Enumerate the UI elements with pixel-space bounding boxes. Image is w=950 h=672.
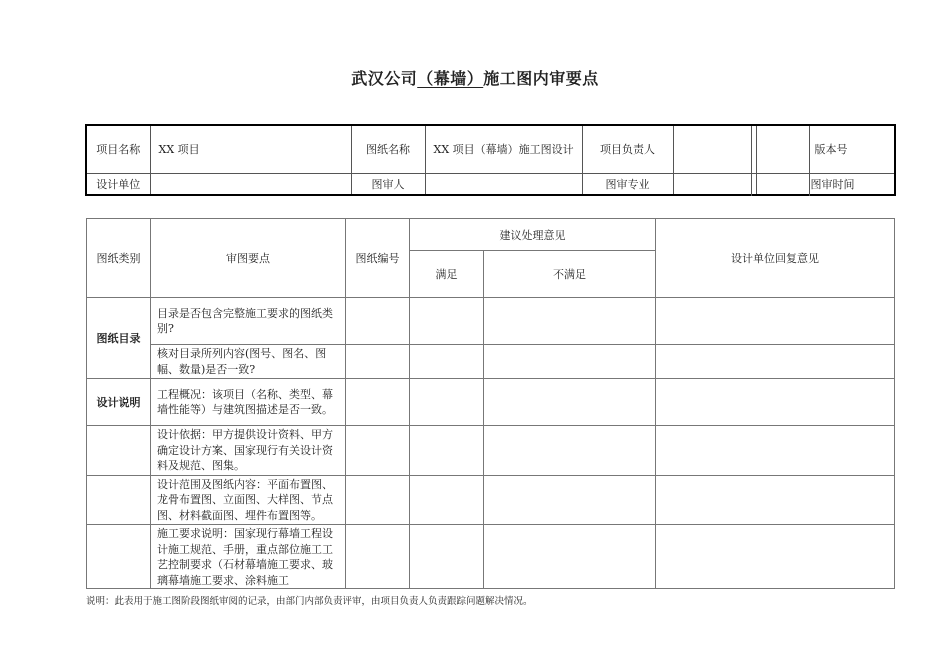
review-point: 目录是否包含完整施工要求的图纸类别? [151,298,346,345]
review-point: 施工要求说明：国家现行幕墙工程设计施工规范、手册，重点部位施工工艺控制要求（石材幕墙施工要求、玻璃幕墙施工要求、涂料施工 [157,527,333,587]
project-lead-field[interactable] [673,125,756,173]
review-major-field[interactable] [673,173,756,195]
review-point: 设计依据：甲方提供设计资料、甲方确定设计方案、国家现行有关设计资料及规范、图集。 [151,426,346,476]
reviewer-field[interactable] [425,173,582,195]
header-unsatisfied: 不满足 [484,251,656,298]
drawing-no-cell[interactable] [346,525,410,589]
drawing-no-cell[interactable] [346,298,410,345]
title-suffix: 施工图内审要点 [483,69,599,88]
title-underlined: （幕墙） [417,69,484,88]
review-major-label: 图审专业 [582,173,673,195]
review-table [86,218,895,589]
satisfied-cell[interactable] [410,475,484,525]
header-satisfied: 满足 [410,251,484,298]
project-name-label: 项目名称 [86,125,150,173]
drawing-no-cell[interactable] [346,475,410,525]
unsatisfied-cell[interactable] [484,379,656,426]
design-unit-label: 设计单位 [86,173,150,195]
unsatisfied-cell[interactable] [484,298,656,345]
reply-cell[interactable] [656,475,895,525]
header-category: 图纸类别 [87,219,151,298]
reply-cell[interactable] [656,298,895,345]
header-drawing-no: 图纸编号 [346,219,410,298]
reply-cell[interactable] [656,345,895,379]
reply-cell[interactable] [656,379,895,426]
header-suggestion: 建议处理意见 [410,219,656,251]
satisfied-cell[interactable] [410,379,484,426]
category-blank [87,426,151,476]
drawing-name-field[interactable]: XX 项目（幕墙）施工图设计 [425,125,582,173]
project-name-field[interactable]: XX 项目 [150,125,351,173]
drawing-no-cell[interactable] [346,379,410,426]
drawing-name-label: 图纸名称 [351,125,425,173]
review-point: 核对目录所列内容(图号、图名、图幅、数量)是否一致? [151,345,346,379]
reply-cell[interactable] [656,426,895,476]
footnote: 说明：此表用于施工图阶段图纸审阅的记录，由部门内部负责评审，由项目负责人负责跟踪问题解决情况。 [86,596,533,607]
satisfied-cell[interactable] [410,426,484,476]
unsatisfied-cell[interactable] [484,426,656,476]
satisfied-cell[interactable] [410,525,484,589]
info-table [85,124,896,196]
header-points: 审图要点 [151,219,346,298]
reply-cell[interactable] [656,525,895,589]
unsatisfied-cell[interactable] [484,475,656,525]
unsatisfied-cell[interactable] [484,525,656,589]
satisfied-cell[interactable] [410,298,484,345]
reviewer-label: 图审人 [351,173,425,195]
version-label: 版本号 [756,125,895,173]
document-title [0,66,950,89]
review-point: 设计范围及图纸内容：平面布置图、龙骨布置图、立面图、大样图、节点图、材料截面图、埋件布置图等。 [151,475,346,525]
info-divider-2 [751,126,752,196]
header-reply: 设计单位回复意见 [656,219,895,298]
info-divider [809,126,810,196]
category-drawing-index: 图纸目录 [87,298,151,379]
review-time-label: 图审时间 [756,173,895,195]
category-design-notes: 设计说明 [87,379,151,426]
project-lead-label: 项目负责人 [582,125,673,173]
drawing-no-cell[interactable] [346,345,410,379]
unsatisfied-cell[interactable] [484,345,656,379]
category-blank [87,525,151,589]
review-point: 工程概况：该项目（名称、类型、幕墙性能等）与建筑图描述是否一致。 [151,379,346,426]
satisfied-cell[interactable] [410,345,484,379]
title-prefix: 武汉公司 [351,69,418,88]
design-unit-field[interactable] [150,173,351,195]
category-blank [87,475,151,525]
drawing-no-cell[interactable] [346,426,410,476]
